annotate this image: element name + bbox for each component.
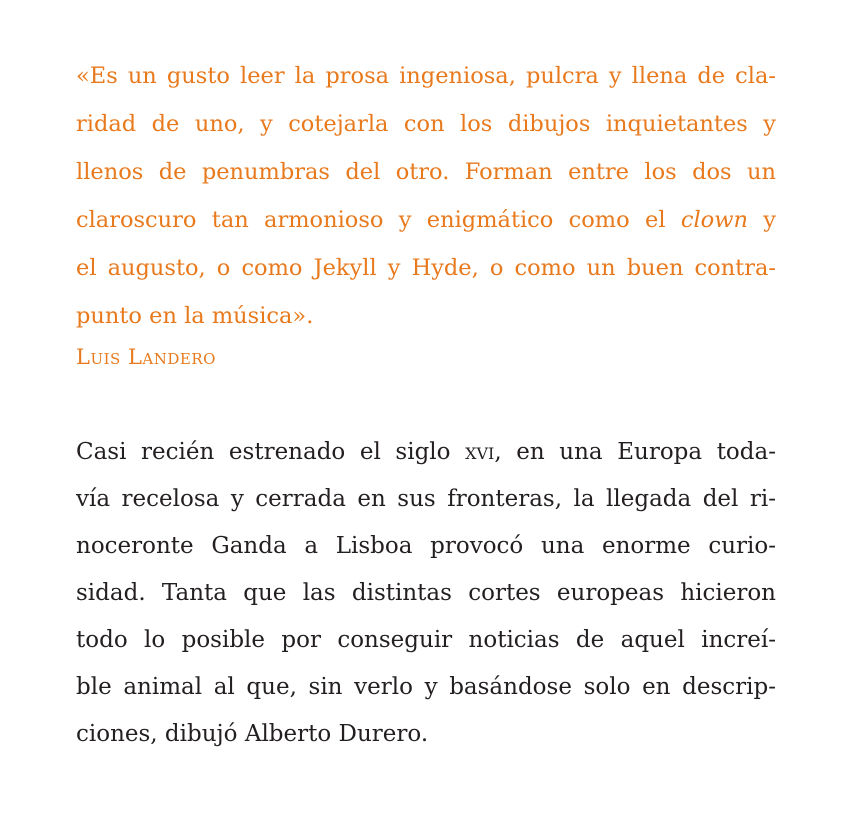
quote-line-part: y — [763, 207, 776, 233]
body-line-part: Casi recién estrenado el siglo — [76, 439, 451, 465]
body-line: sidad. Tanta que las distintas cortes europeas hicieron — [76, 580, 776, 606]
body-line: ciones, dibujó Alberto Durero. — [76, 721, 429, 747]
body-paragraph — [76, 429, 776, 758]
quote-line: el augusto, o como Jekyll y Hyde, o como un buen contra- — [76, 255, 776, 281]
page — [76, 52, 776, 758]
body-line: ble animal al que, sin verlo y basándose solo en descrip- — [76, 674, 776, 700]
quote-line: punto en la música». — [76, 303, 314, 329]
quote-author: Luis Landero — [76, 345, 216, 369]
body-line: todo lo posible por conseguir noticias de aquel increí- — [76, 627, 776, 653]
quote-line-part: claroscuro tan armonioso y enigmático como el — [76, 207, 666, 233]
body-line — [76, 429, 776, 476]
body-line: vía recelosa y cerrada en sus fronteras, la llegada del ri- — [76, 486, 776, 512]
quote-line: ridad de uno, y cotejarla con los dibujos inquietantes y — [76, 111, 776, 137]
quote-emphasis: clown — [680, 207, 748, 233]
body-line: noceronte Ganda a Lisboa provocó una enorme curio- — [76, 533, 776, 559]
quote-line — [76, 196, 776, 244]
body-line-part: , en una Europa toda- — [494, 439, 776, 465]
epigraph-quote — [76, 52, 776, 340]
quote-line: llenos de penumbras del otro. Forman entre los dos un — [76, 159, 776, 185]
quote-line: «Es un gusto leer la prosa ingeniosa, pulcra y llena de cla- — [76, 63, 776, 89]
century-numeral: xvi — [465, 439, 495, 465]
